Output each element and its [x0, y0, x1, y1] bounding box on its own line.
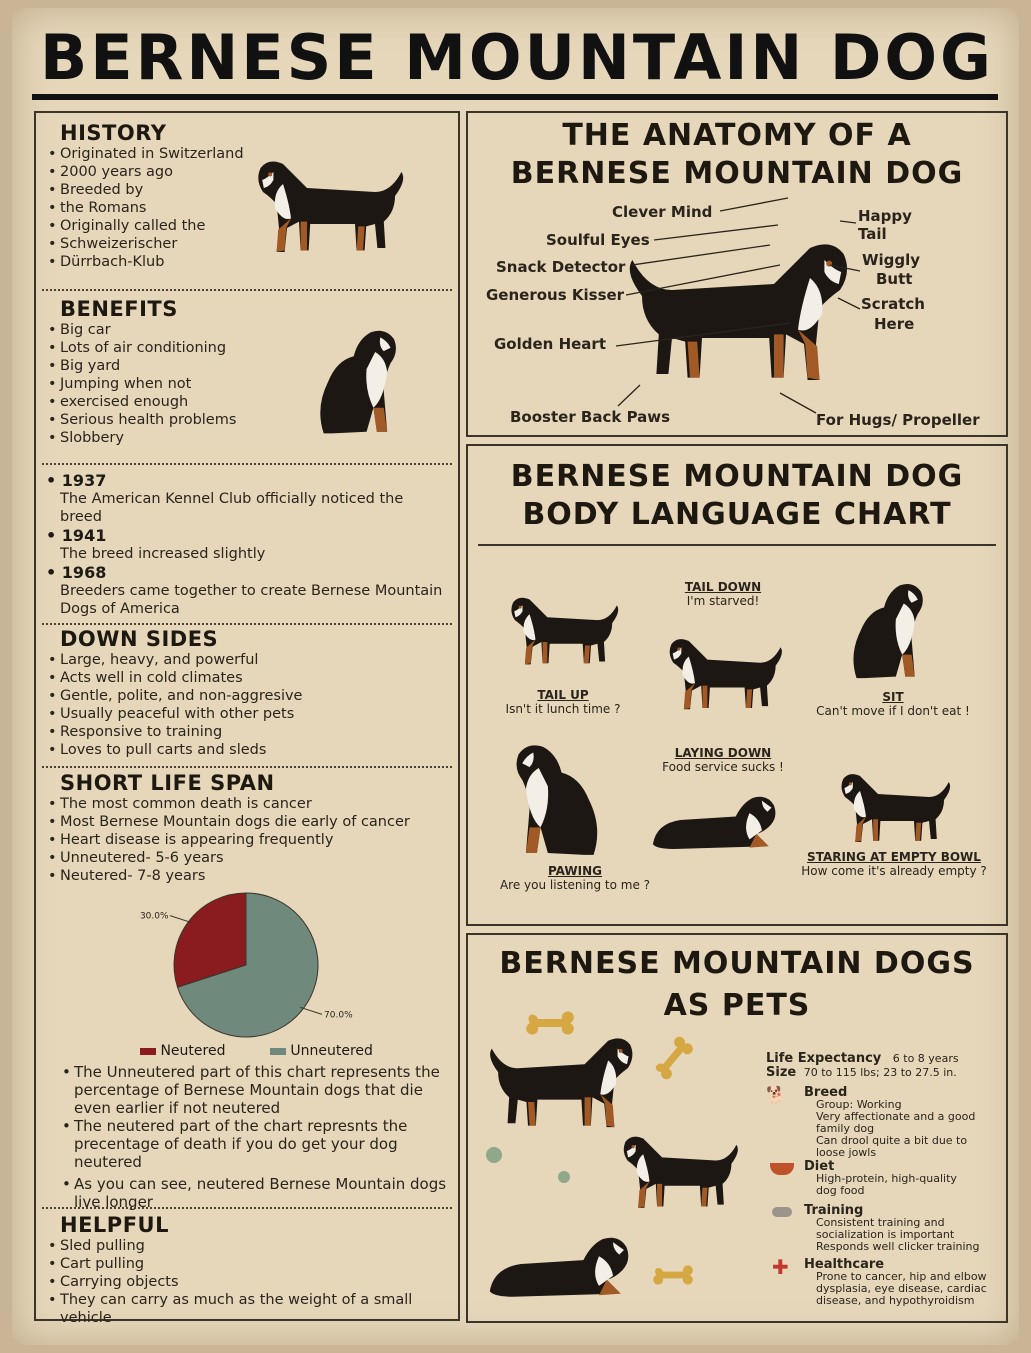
timeline-text: The breed increased slightly — [60, 546, 266, 562]
pie-value-label: 70.0% — [324, 1010, 353, 1021]
history-heading: HISTORY — [60, 121, 167, 145]
divider — [42, 289, 452, 291]
list-item: • Lots of air conditioning — [46, 339, 458, 357]
training-label: Training — [804, 1203, 864, 1218]
timeline-section — [36, 471, 458, 621]
ball-icon — [486, 1147, 502, 1163]
anatomy-label-for-hugs: For Hugs/ Propeller — [816, 411, 980, 429]
legend-swatch-neutered — [140, 1048, 156, 1055]
diet-text: dog food — [816, 1184, 865, 1197]
list-item: • Sled pulling — [46, 1237, 438, 1255]
pose-text: Isn't it lunch time ? — [505, 702, 621, 716]
helpful-heading: HELPFUL — [60, 1213, 169, 1237]
pose-title: TAIL DOWN — [684, 580, 762, 594]
list-item-text: exercised enough — [60, 394, 189, 410]
healthcare-text: dysplasia, eye disease, cardiac — [816, 1282, 987, 1295]
pose-pawing-image — [482, 736, 632, 864]
chart-notes-list — [60, 1063, 450, 1211]
anatomy-panel — [466, 111, 1008, 437]
anatomy-label-butt: Butt — [876, 270, 913, 288]
timeline-text: Breeders came together to create Bernese Mountain Dogs of America — [60, 583, 443, 617]
pose-text: I'm starved! — [686, 594, 760, 608]
divider — [42, 623, 452, 625]
title-rule — [32, 94, 998, 100]
list-item: • Carrying objects — [46, 1273, 438, 1291]
pose-laying-down-image — [646, 776, 784, 864]
pets-info-training — [804, 1205, 1004, 1253]
list-item-text: Dürrbach-Klub — [60, 254, 165, 270]
anatomy-label-happy: Happy — [858, 207, 912, 225]
body-language-rule — [478, 544, 996, 546]
pose-staring-image — [824, 764, 968, 848]
helpful-section — [36, 1213, 458, 1326]
anatomy-label-tail: Tail — [858, 225, 887, 243]
timeline-year: • 1941 — [46, 526, 107, 545]
pose-title: PAWING — [547, 864, 603, 878]
life-value: 6 to 8 years — [892, 1052, 959, 1065]
list-item: • Acts well in cold climates — [46, 669, 458, 687]
body-language-title-line2: BODY LANGUAGE CHART — [522, 497, 952, 532]
breed-text: loose jowls — [816, 1146, 877, 1159]
pie-legend — [140, 1043, 373, 1059]
pets-info-healthcare — [804, 1259, 1004, 1307]
legend-label: Neutered — [160, 1043, 226, 1059]
list-item: • Responsive to training — [46, 723, 458, 741]
list-item-text: the Romans — [60, 200, 147, 216]
training-text: Responds well clicker training — [816, 1240, 980, 1253]
pose-text: Food service sucks ! — [662, 760, 784, 774]
list-item: • Jumping when not — [46, 375, 458, 393]
year-text: 1968 — [61, 563, 107, 582]
diet-bowl-icon — [770, 1163, 794, 1175]
pose-title: TAIL UP — [537, 688, 589, 702]
training-whistle-icon — [772, 1207, 792, 1217]
healthcare-label: Healthcare — [804, 1257, 885, 1272]
pose-pawing-caption — [480, 864, 670, 892]
anatomy-label-wiggly: Wiggly — [862, 251, 921, 269]
list-item: • The Unneutered part of this chart represents the percentage of Bernese Mountain dogs that die even earlier if not neutered — [60, 1063, 450, 1117]
year-text: 1941 — [61, 526, 107, 545]
divider — [42, 766, 452, 768]
bone-icon — [648, 1265, 698, 1285]
pose-tail-down-caption — [648, 580, 798, 608]
list-item: • Cart pulling — [46, 1255, 438, 1273]
list-item: • Loves to pull carts and sleds — [46, 741, 458, 759]
list-item: • Gentle, polite, and non-aggresive — [46, 687, 458, 705]
bone-icon — [646, 1029, 700, 1088]
list-item: • Heart disease is appearing frequently — [46, 831, 450, 849]
anatomy-label-generous-kisser: Generous Kisser — [486, 286, 625, 304]
pets-info-size — [766, 1067, 1006, 1079]
pets-title-line2: AS PETS — [663, 988, 811, 1023]
diet-label: Diet — [804, 1159, 835, 1174]
short-life-section — [36, 771, 458, 1211]
list-item: • Large, heavy, and powerful — [46, 651, 458, 669]
breed-text: Very affectionate and a good — [816, 1110, 976, 1123]
short-life-heading: SHORT LIFE SPAN — [60, 771, 275, 795]
pie-leader-line — [300, 1007, 322, 1014]
anatomy-label-clever-mind: Clever Mind — [612, 203, 713, 221]
list-item: • Big yard — [46, 357, 458, 375]
anatomy-label-here: Here — [874, 315, 915, 333]
list-item: • Breeded by — [46, 181, 458, 199]
anatomy-label-scratch: Scratch — [861, 295, 925, 313]
anatomy-title-line1: THE ANATOMY OF A — [562, 118, 912, 153]
anatomy-label-booster-back-paws: Booster Back Paws — [510, 408, 671, 426]
body-language-title-line1: BERNESE MOUNTAIN DOG — [510, 459, 964, 494]
timeline-year: • 1937 — [46, 471, 107, 490]
list-item: • The most common death is cancer — [46, 795, 450, 813]
training-text: Consistent training and — [816, 1216, 945, 1229]
timeline-text: The American Kennel Club officially noticed the breed — [60, 491, 404, 525]
pose-text: Are you listening to me ? — [499, 878, 651, 892]
healthcare-text: Prone to cancer, hip and elbow — [816, 1270, 987, 1283]
list-item: • Big car — [46, 321, 458, 339]
pie-leader-line — [170, 916, 192, 923]
history-dog-image — [251, 129, 411, 279]
divider — [42, 1207, 452, 1209]
training-text: socialization is important — [816, 1228, 955, 1241]
legend-label: Unneutered — [290, 1043, 373, 1059]
helpful-list — [46, 1237, 438, 1327]
pose-tail-down-image — [664, 618, 788, 726]
breed-text: Group: Working — [816, 1098, 902, 1111]
breed-label: Breed — [804, 1085, 848, 1100]
list-item: • Slobbery — [46, 429, 458, 447]
pets-title-line1: BERNESE MOUNTAIN DOGS — [499, 946, 975, 981]
pose-tail-up-caption — [488, 688, 638, 716]
pets-info-diet — [804, 1161, 1004, 1197]
benefits-heading: BENEFITS — [60, 297, 178, 321]
list-item: • The neutered part of the chart represnts the precentage of death if you do get your dog neutered — [60, 1117, 450, 1171]
breed-text: family dog — [816, 1122, 875, 1135]
down-sides-list — [46, 651, 458, 759]
pose-staring-caption — [794, 850, 994, 878]
year-text: 1937 — [61, 471, 107, 490]
list-item: • Most Bernese Mountain dogs die early of cancer — [46, 813, 450, 831]
list-item-text: Schweizerischer — [60, 236, 178, 252]
healthcare-text: disease, and hypothyroidism — [816, 1294, 975, 1307]
list-item: • They can carry as much as the weight of a small vehicle — [46, 1291, 438, 1327]
ball-icon — [558, 1171, 570, 1183]
benefits-dog-image — [298, 307, 418, 457]
pie-chart — [116, 889, 376, 1039]
pets-info-life — [766, 1053, 1006, 1065]
legend-swatch-unneutered — [270, 1048, 286, 1055]
list-item: • Neutered- 7-8 years — [46, 867, 450, 885]
pose-sit-caption — [798, 690, 988, 718]
benefits-section — [36, 297, 458, 459]
list-item: • Serious health problems — [46, 411, 458, 429]
body-language-panel — [466, 444, 1008, 926]
healthcare-cross-icon: ✚ — [772, 1255, 789, 1279]
left-column — [34, 111, 460, 1326]
breed-icon: 🐕 — [766, 1085, 786, 1104]
poster — [12, 8, 1019, 1345]
pose-sit-image — [808, 576, 968, 686]
list-item: • Usually peaceful with other pets — [46, 705, 458, 723]
pose-laying-down-caption — [638, 746, 808, 774]
anatomy-title-line2: BERNESE MOUNTAIN DOG — [510, 156, 964, 191]
pose-text: Can't move if I don't eat ! — [816, 704, 970, 718]
divider — [42, 463, 452, 465]
down-sides-heading: DOWN SIDES — [60, 627, 219, 651]
pose-tail-up-image — [506, 574, 624, 684]
pets-panel — [466, 933, 1008, 1323]
anatomy-pointer-lines — [468, 113, 1010, 439]
life-label: Life Expectancy — [766, 1051, 882, 1066]
poster-title: BERNESE MOUNTAIN DOG — [40, 21, 994, 94]
diet-text: High-protein, high-quality — [816, 1172, 957, 1185]
list-item: • Originally called the — [46, 217, 458, 235]
list-item: • Unneutered- 5-6 years — [46, 849, 450, 867]
list-item-text: 2000 years ago — [60, 164, 173, 180]
pets-info-breed — [804, 1087, 1004, 1159]
list-item: • Originated in Switzerland — [46, 145, 458, 163]
size-label: Size — [766, 1065, 797, 1080]
timeline-year: • 1968 — [46, 563, 107, 582]
pie-value-label: 30.0% — [139, 911, 169, 922]
pose-title: LAYING DOWN — [674, 746, 772, 760]
pose-text: How come it's already empty ? — [801, 864, 987, 878]
breed-text: Can drool quite a bit due to — [816, 1134, 968, 1147]
anatomy-label-snack-detector: Snack Detector — [496, 258, 626, 276]
anatomy-label-golden-heart: Golden Heart — [494, 335, 606, 353]
list-item: • As you can see, neutered Bernese Mountain dogs live longer — [60, 1175, 450, 1211]
size-value: 70 to 115 lbs; 23 to 27.5 in. — [803, 1066, 957, 1079]
short-life-list — [46, 795, 450, 885]
pose-title: STARING AT EMPTY BOWL — [807, 850, 981, 864]
pose-title: SIT — [882, 690, 904, 704]
history-section — [36, 121, 458, 289]
pets-dog-image-lying — [482, 1205, 638, 1323]
down-sides-section — [36, 627, 458, 763]
anatomy-label-soulful-eyes: Soulful Eyes — [546, 231, 650, 249]
